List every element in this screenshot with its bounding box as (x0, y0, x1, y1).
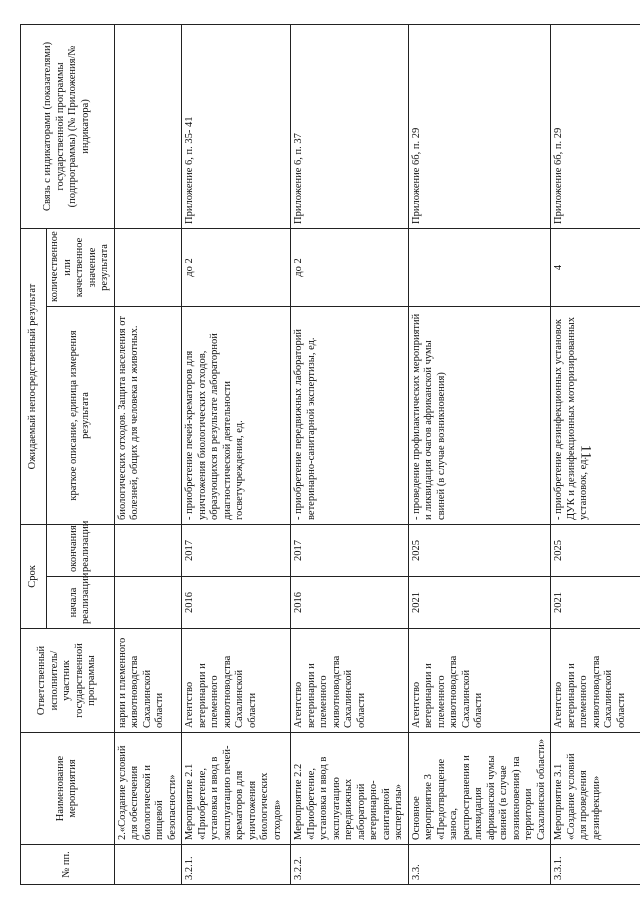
header-term-start: начала реализации (47, 577, 115, 629)
cell-link: Приложение 6б, п. 29 (408, 24, 551, 228)
cell-value (408, 228, 551, 306)
cell-responsible: нарии и племенного животноводства Сахалинской области (114, 629, 182, 733)
cell-end: 2017 (291, 524, 409, 576)
cell-value: до 2 (291, 228, 409, 306)
cell-desc: биологических отходов. Защита населения от болезней, общих для человека и животных. (114, 306, 182, 524)
cell-name: Основное мероприятие 3 «Предотвращение заноса, распространения и ликвидация африканской чумы свиней (в случае возникновения) на территории Сахалинской области» (408, 733, 551, 845)
cell-value: до 2 (182, 228, 291, 306)
header-term: Срок (21, 524, 47, 628)
cell-name: Мероприятие 3.1 «Создание условий для проведения дезинфекции» (551, 733, 640, 845)
cell-desc: - приобретение передвижных лабораторий ветеринарно-санитарной экспертизы, ед. (291, 306, 409, 524)
table-row (114, 24, 182, 884)
cell-num: 3.2.1. (182, 845, 291, 885)
header-name: Наименование мероприятия (21, 733, 115, 845)
header-responsible: Ответственный исполнитель/участник государственной программы (21, 629, 115, 733)
cell-num: 3.3. (408, 845, 551, 885)
cell-link: Приложение 6, п. 37 (291, 24, 409, 228)
table-row (408, 24, 551, 884)
cell-link: Приложение 6б, п. 29 (551, 24, 640, 228)
table-row (291, 24, 409, 884)
header-expected-value: количественное или качественное значение результата (47, 228, 115, 306)
cell-end: 2025 (408, 524, 551, 576)
cell-num: 3.3.1. (551, 845, 640, 885)
cell-desc: - приобретение дезинфекционных установок ДУК и дезинфекционных моторизированных установок, ед. (551, 306, 640, 524)
cell-start: 2021 (408, 577, 551, 629)
header-term-end: окончания реализации (47, 524, 115, 576)
cell-responsible: Агентство ветеринарии и племенного животноводства Сахалинской области (182, 629, 291, 733)
cell-responsible: Агентство ветеринарии и племенного животноводства Сахалинской области (291, 629, 409, 733)
cell-end: 2025 (551, 524, 640, 576)
cell-name: 2.«Создание условий для обеспечения биологической и пищевой безопасности» (114, 733, 182, 845)
page-number: 11 (577, 444, 594, 460)
header-num: № пп. (21, 845, 115, 885)
header-expected-desc: краткое описание, единица измерения результата (47, 306, 115, 524)
table-row (182, 24, 291, 884)
cell-num (114, 845, 182, 885)
cell-start: 2016 (182, 577, 291, 629)
table-row (551, 24, 640, 884)
cell-num: 3.2.2. (291, 845, 409, 885)
cell-link (114, 24, 182, 228)
cell-desc: - проведение профилактических мероприятий и ликвидация очагов африканской чумы свиней (в случае возникновения) (408, 306, 551, 524)
header-expected: Ожидаемый непосредственный результат (21, 228, 47, 524)
cell-link: Приложение 6, п. 35- 41 (182, 24, 291, 228)
activities-table (20, 24, 640, 885)
cell-start: 2016 (291, 577, 409, 629)
cell-value (114, 228, 182, 306)
cell-name: Мероприятие 2.1 «Приобретение, установка и ввод в эксплуатацию печей-крематоров для уничтожения биологических отходов» (182, 733, 291, 845)
header-link: Связь с индикаторами (показателями) государственной программы (подпрограммы) (№ Приложения/№ индикатора) (21, 24, 115, 228)
cell-responsible: Агентство ветеринарии и племенного животноводства Сахалинской области (408, 629, 551, 733)
cell-start (114, 577, 182, 629)
cell-responsible: Агентство ветеринарии и племенного животноводства Сахалинской области (551, 629, 640, 733)
cell-start: 2021 (551, 577, 640, 629)
cell-end: 2017 (182, 524, 291, 576)
cell-value: 4 (551, 228, 640, 306)
cell-end (114, 524, 182, 576)
cell-name: Мероприятие 2.2 «Приобретение, установка и ввод в эксплуатацию передвижных лабораторий ветеринарно-санитарной экспертизы» (291, 733, 409, 845)
cell-desc: - приобретение печей-крематоров для уничтожения биологических отходов, образующихся в результате лабораторной диагностической деятельности госветучреждения, ед. (182, 306, 291, 524)
